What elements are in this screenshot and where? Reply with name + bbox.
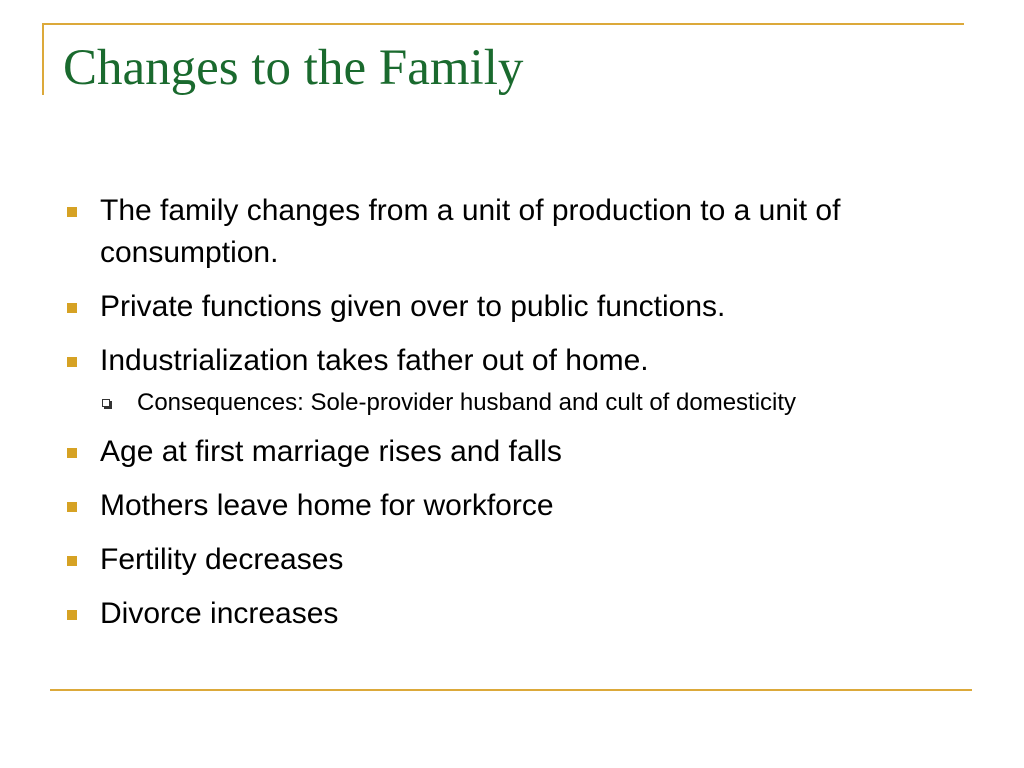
bullet-item: [62, 485, 942, 527]
hollow-square-bullet-icon: [102, 399, 110, 407]
bullet-text: Private functions given over to public functions.: [100, 290, 726, 323]
bullet-text: Divorce increases: [100, 597, 339, 630]
bullet-item: [62, 190, 942, 274]
slide-body: [62, 190, 942, 647]
bullet-text: Age at first marriage rises and falls: [100, 435, 562, 468]
square-bullet-icon: [67, 448, 77, 458]
sub-bullet-list: [100, 386, 942, 419]
bullet-item: [62, 539, 942, 581]
bullet-text: The family changes from a unit of production to a unit of consumption.: [100, 194, 841, 269]
square-bullet-icon: [67, 207, 77, 217]
bullet-item: [62, 340, 942, 419]
square-bullet-icon: [67, 303, 77, 313]
bullet-text: Fertility decreases: [100, 543, 344, 576]
top-accent-rule: [42, 23, 964, 25]
square-bullet-icon: [67, 556, 77, 566]
sub-bullet-text: Consequences: Sole-provider husband and cult of domesticity: [137, 389, 797, 416]
bullet-item: [62, 286, 942, 328]
left-accent-rule: [42, 23, 44, 95]
square-bullet-icon: [67, 610, 77, 620]
bullet-list: [62, 190, 942, 635]
square-bullet-icon: [67, 357, 77, 367]
sub-bullet-item: [100, 386, 942, 419]
bullet-text: Mothers leave home for workforce: [100, 489, 554, 522]
bullet-item: [62, 593, 942, 635]
bottom-accent-rule: [50, 689, 972, 691]
square-bullet-icon: [67, 502, 77, 512]
bullet-item: [62, 431, 942, 473]
slide-title: Changes to the Family: [63, 40, 524, 96]
bullet-text: Industrialization takes father out of home.: [100, 344, 649, 377]
